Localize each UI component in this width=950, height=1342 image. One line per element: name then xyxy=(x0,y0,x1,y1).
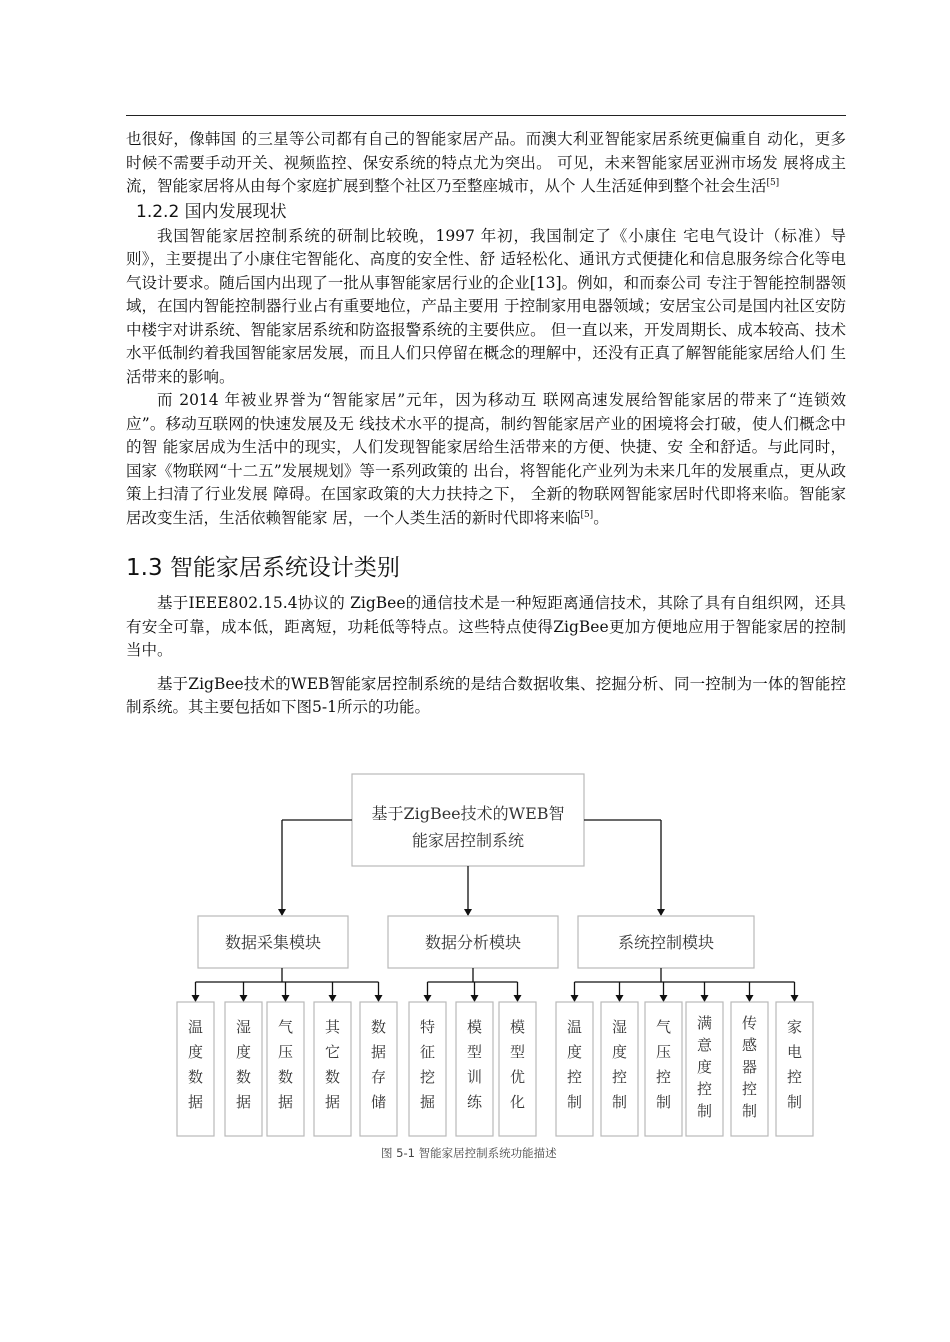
section-heading-1-2-2: 1.2.2 国内发展现状 xyxy=(136,201,287,222)
leaf-label-char: 气 xyxy=(277,1018,294,1036)
leaf-label-char: 型 xyxy=(466,1043,483,1061)
paragraph-4: 基于IEEE802.15.4协议的 ZigBee的通信技术是一种短距离通信技术，其除了具有自组织网，还具有安全可靠，成本低，距离短，功耗低等特点。这些特点使得ZigBee更加方便地应用于智能家居的控制当中。 xyxy=(126,594,846,659)
leaf-label-char: 数 xyxy=(187,1068,204,1086)
leaf-label-char: 它 xyxy=(324,1043,341,1061)
leaf-label-char: 感 xyxy=(741,1036,758,1054)
paragraph-3-end: 。 xyxy=(593,508,609,527)
leaf-label-char: 器 xyxy=(741,1058,758,1076)
leaf-label-char: 湿 xyxy=(611,1018,628,1036)
leaf-label-char: 度 xyxy=(235,1043,252,1061)
arrow-head xyxy=(424,995,432,1002)
leaf-label-char: 度 xyxy=(696,1058,713,1076)
paragraph-2: 我国智能家居控制系统的研制比较晚，1997 年初，我国制定了《小康住 宅电气设计（标准）导则》，主要提出了小康住宅智能化、高度的安全性、舒 适轻松化、通讯方式便捷化和信息服务综合化等电气设计要求。随后国内出现了一批从事智能家居行业的企业[13]。例如，和而泰公司 专注于智能控制器领域，在国内智能控制器行业占有重要地位，产品主要用 于控制家用电器领域；安居宝公司是国内社区安防中楼宇对讲系统、智能家居系统和防盗报警系统的主要供应。 但一直以来，开发周期长、成本较高、技术水平低制约着我国智能家居发展，而且人们只停留在概念的理解中，还没有正真了解智能能家居给人们 生活带来的影响。 xyxy=(126,226,846,386)
leaf-label-char: 制 xyxy=(696,1102,713,1120)
section-heading-1-3: 1.3 智能家居系统设计类别 xyxy=(126,555,400,581)
leaf-label-char: 制 xyxy=(741,1102,758,1120)
arrow-head xyxy=(375,995,383,1002)
arrow-head xyxy=(464,909,472,916)
leaf-label-char: 温 xyxy=(187,1018,204,1036)
leaf-label-char: 意 xyxy=(696,1036,713,1054)
leaf-label-char: 数 xyxy=(370,1018,387,1036)
leaf-label-char: 练 xyxy=(466,1093,483,1111)
leaf-label-char: 数 xyxy=(277,1068,294,1086)
leaf-label-char: 度 xyxy=(611,1043,628,1061)
leaf-label-char: 化 xyxy=(509,1093,526,1111)
leaf-label-char: 制 xyxy=(655,1093,672,1111)
arrow-head xyxy=(514,995,522,1002)
leaf-label-char: 控 xyxy=(786,1068,803,1086)
arrow-head xyxy=(616,995,624,1002)
arrow-head xyxy=(657,909,665,916)
leaf-label-char: 数 xyxy=(324,1068,341,1086)
leaf-label-char: 控 xyxy=(655,1068,672,1086)
leaf-label-char: 控 xyxy=(566,1068,583,1086)
leaf-label-char: 据 xyxy=(324,1093,341,1111)
function-diagram xyxy=(160,766,820,1166)
arrow-head xyxy=(746,995,754,1002)
arrow-head xyxy=(701,995,709,1002)
leaf-label-char: 制 xyxy=(566,1093,583,1111)
paragraph-3 xyxy=(126,389,846,530)
module-label: 数据分析模块 xyxy=(424,933,522,952)
leaf-label-char: 训 xyxy=(466,1068,483,1086)
paragraph-1 xyxy=(126,128,846,199)
diagram-canvas xyxy=(160,766,820,1166)
leaf-label-char: 度 xyxy=(566,1043,583,1061)
module-label: 数据采集模块 xyxy=(224,933,322,952)
leaf-label-char: 度 xyxy=(187,1043,204,1061)
leaf-label-char: 湿 xyxy=(235,1018,252,1036)
leaf-label-char: 压 xyxy=(655,1043,672,1061)
arrow-head xyxy=(282,995,290,1002)
module-label: 系统控制模块 xyxy=(617,933,715,952)
arrow-head xyxy=(192,995,200,1002)
reference-mark: [5] xyxy=(580,509,594,520)
leaf-label-char: 温 xyxy=(566,1018,583,1036)
paragraph-1-text: 也很好，像韩国 的三星等公司都有自己的智能家居产品。而澳大利亚智能家居系统更偏重自 动化，更多时候不需要手动开关、视频监控、保安系统的特点尤为突出。 可见，未来智能家居亚洲市场发 展将成主流，智能家居将从由每个家庭扩展到整个社区乃至整座城市，从个 人生活延伸到整个社会生活 xyxy=(126,130,846,195)
leaf-label-char: 制 xyxy=(786,1093,803,1111)
arrow-head xyxy=(571,995,579,1002)
arrow-head xyxy=(471,995,479,1002)
leaf-label-char: 型 xyxy=(509,1043,526,1061)
leaf-label-char: 电 xyxy=(786,1043,803,1061)
leaf-label-char: 据 xyxy=(277,1093,294,1111)
arrow-head xyxy=(329,995,337,1002)
leaf-label-char: 传 xyxy=(741,1014,758,1032)
leaf-label-char: 控 xyxy=(611,1068,628,1086)
leaf-label-char: 控 xyxy=(741,1080,758,1098)
leaf-label-char: 数 xyxy=(235,1068,252,1086)
arrow-head xyxy=(660,995,668,1002)
root-title-line-2: 能家居控制系统 xyxy=(411,831,525,850)
leaf-label-char: 掘 xyxy=(419,1093,436,1111)
leaf-label-char: 其 xyxy=(324,1018,341,1036)
leaf-label-char: 存 xyxy=(370,1068,387,1086)
leaf-label-char: 模 xyxy=(509,1018,526,1036)
leaf-label-char: 优 xyxy=(509,1068,526,1086)
leaf-label-char: 制 xyxy=(611,1093,628,1111)
arrow-head xyxy=(791,995,799,1002)
arrow-head xyxy=(278,909,286,916)
leaf-label-char: 特 xyxy=(419,1018,436,1036)
leaf-label-char: 满 xyxy=(696,1014,713,1032)
paragraph-3-text: 而 2014 年被业界誉为“智能家居”元年，因为移动互 联网高速发展给智能家居的带来了“连锁效应”。移动互联网的快速发展及无 线技术水平的提高，制约智能家居产业的困境将会打破，使人们概念中的智 能家居成为生活中的现实，人们发现智能家居给生活带来的方便、快捷、安 全和舒适。与此同时，国家《物联网“十二五”发展规划》等一系列政策的 出台，将智能化产业列为未来几年的发展重点，更从政策上扫清了行业发展 障碍。在国家政策的大力扶持之下， 全新的物联网智能家居时代即将来临。智能家居改变生活，生活依赖智能家 居，一个人类生活的新时代即将来临 xyxy=(126,391,846,527)
reference-mark: [5] xyxy=(766,177,780,188)
leaf-label-char: 储 xyxy=(370,1093,387,1111)
leaf-label-char: 气 xyxy=(655,1018,672,1036)
paragraph-5: 基于ZigBee技术的WEB智能家居控制系统的是结合数据收集、挖掘分析、同一控制为一体的智能控制系统。其主要包括如下图5-1所示的功能。 xyxy=(126,674,846,716)
figure-caption: 图 5-1 智能家居控制系统功能描述 xyxy=(381,1146,557,1160)
leaf-label-char: 控 xyxy=(696,1080,713,1098)
leaf-label-char: 据 xyxy=(187,1093,204,1111)
leaf-label-char: 据 xyxy=(235,1093,252,1111)
leaf-label-char: 挖 xyxy=(419,1068,436,1086)
leaf-label-char: 家 xyxy=(786,1018,803,1036)
leaf-label-char: 征 xyxy=(419,1043,436,1061)
leaf-label-char: 压 xyxy=(277,1043,294,1061)
root-title-line-1: 基于ZigBee技术的WEB智 xyxy=(371,804,565,823)
leaf-label-char: 模 xyxy=(466,1018,483,1036)
leaf-label-char: 据 xyxy=(370,1043,387,1061)
page-body xyxy=(126,128,846,720)
header-rule xyxy=(126,115,846,116)
arrow-head xyxy=(240,995,248,1002)
